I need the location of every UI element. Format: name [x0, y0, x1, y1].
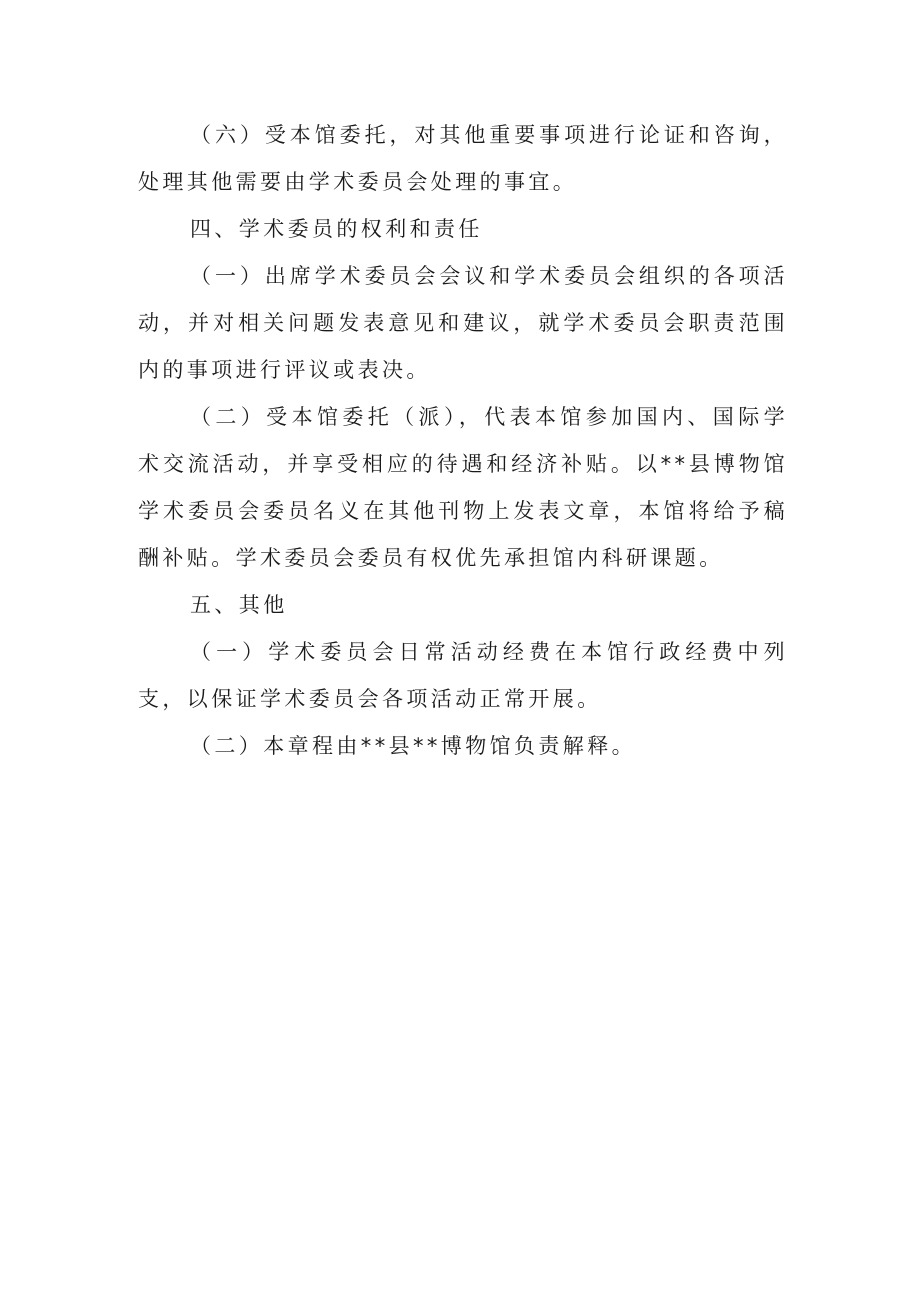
paragraph-rights-2: （二）受本馆委托（派），代表本馆参加国内、国际学术交流活动，并享受相应的待遇和经济补贴。以**县博物馆学术委员会委员名义在其他刊物上发表文章，本馆将给予稿酬补贴。学术委员会委员有权优先承担馆内科研课题。 [138, 405, 788, 570]
document-page [138, 112, 788, 770]
section-heading-4: 四、学术委员的权利和责任 [190, 217, 483, 241]
paragraph-item-6: （六）受本馆委托，对其他重要事项进行论证和咨询，处理其他需要由学术委员会处理的事宜。 [138, 123, 788, 194]
paragraph-rights-1: （一）出席学术委员会会议和学术委员会组织的各项活动，并对相关问题发表意见和建议，就学术委员会职责范围内的事项进行评议或表决。 [138, 264, 788, 382]
paragraph-other-1: （一）学术委员会日常活动经费在本馆行政经费中列支，以保证学术委员会各项活动正常开展。 [138, 640, 788, 711]
paragraph-other-2: （二）本章程由**县**博物馆负责解释。 [190, 734, 636, 758]
section-heading-5: 五、其他 [190, 593, 288, 617]
